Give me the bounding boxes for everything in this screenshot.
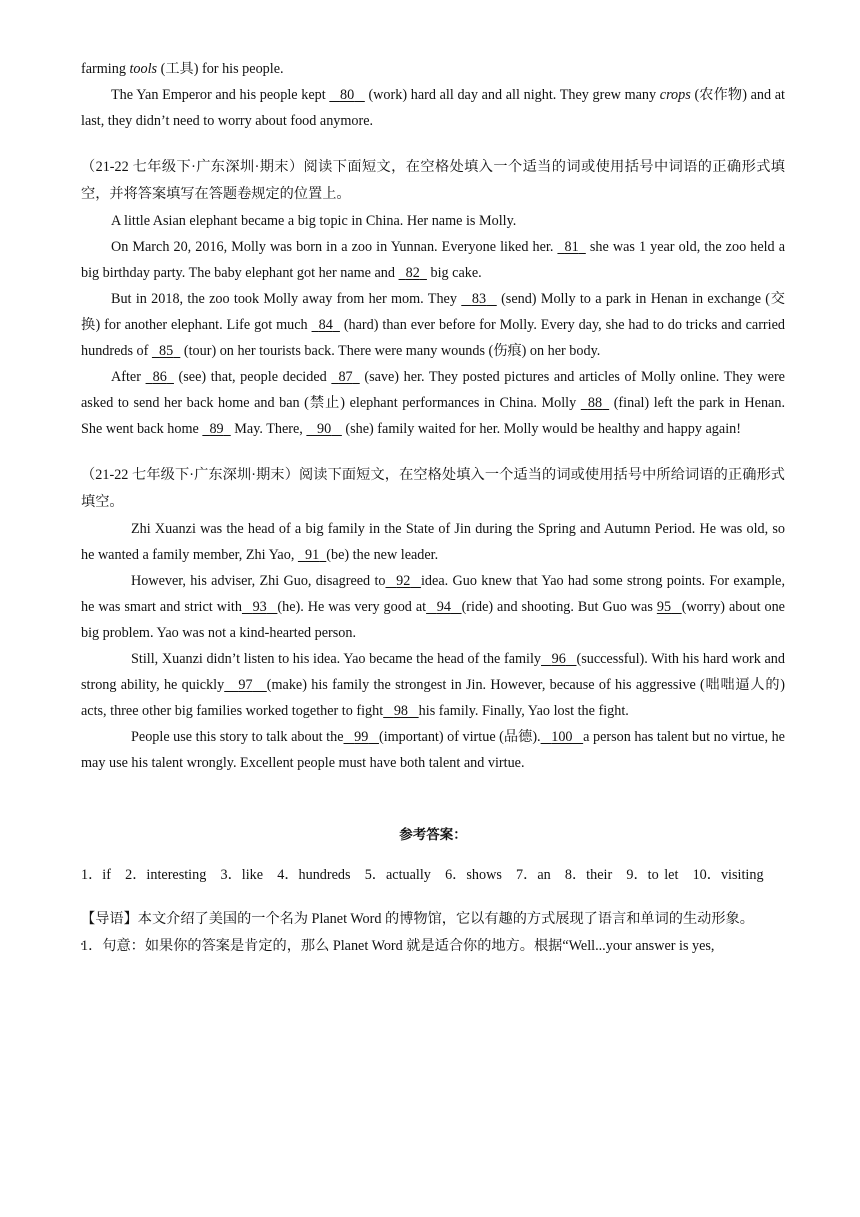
blank-97: 97: [238, 677, 253, 693]
blank-84: 84: [318, 317, 333, 333]
answers-title: 参考答案：: [399, 827, 467, 843]
blank-86: 86: [152, 369, 167, 385]
passage-b-p3: But in 2018, the zoo took Molly away from her mom. They 83 (send) Molly to a park in Henan in exchange (交换) for another elephant. Life got much 84 (hard) than ever before for Molly. Every day, she had to do tricks and carried hundreds of 85 (tour) on her tourists back. There were many wounds (伤痕) on her body.: [81, 286, 785, 364]
passage-b-header: （21-22 七年级下·广东深圳·期末）阅读下面短文，在空格处填入一个适当的词或使用括号中词语的正确形式填空，并将答案填写在答题卷规定的位置上。: [81, 159, 785, 202]
text: (工具) for his people.: [157, 61, 284, 77]
document-page: [81, 56, 785, 959]
blank-90: 90: [317, 421, 332, 437]
blank-100: 100: [551, 729, 573, 745]
blank-96: 96: [551, 651, 566, 667]
blank-93: 93: [252, 599, 267, 615]
italic-word: crops: [659, 87, 691, 103]
blank-85: 85: [159, 343, 174, 359]
blank-83: 83: [471, 291, 487, 307]
text: The Yan Emperor and his people kept: [111, 87, 330, 103]
text: (work) hard all day and all night. They grew many: [364, 87, 660, 103]
answers-line: 1．if 2．interesting 3．like 4．hundreds 5．actually 6．shows 7．an 8．their 9．to let 10．visiting: [81, 867, 764, 883]
blank-94: 94: [436, 599, 451, 615]
guide-item-1: 1．句意：如果你的答案是肯定的，那么 Planet Word 就是适合你的地方。根据“Well...your answer is yes,: [81, 938, 715, 954]
blank-89: 89: [209, 421, 224, 437]
guide-text: 【导语】本文介绍了美国的一个名为 Planet Word 的博物馆，它以有趣的方式展现了语言和单词的生动形象。: [81, 911, 754, 927]
passage-c-header: （21-22 七年级下·广东深圳·期末）阅读下面短文，在空格处填入一个适当的词或使用括号中所给词语的正确形式填空。: [81, 467, 785, 510]
passage-b-p4: After 86 (see) that, people decided 87 (save) her. They posted pictures and articles of Molly online. They were asked to send her back home and ban (禁止) elephant performances in China. Molly 88 (final) left the park in Henan. She went back home 89 May. There, 90 (she) family waited for her. Molly would be healthy and happy again!: [81, 364, 785, 442]
passage-b-p2: On March 20, 2016, Molly was born in a zoo in Yunnan. Everyone liked her. 81 she was 1 year old, the zoo held a big birthday party. The baby elephant got her name and 82 big cake.: [81, 234, 785, 286]
passage-c-p3: Still, Xuanzi didn’t listen to his idea. Yao became the head of the family 96 (successful). With his hard work and strong ability, he quickly 97 (make) his family the strongest in Jin. However, because of his aggressive (咄咄逼人的) acts, three other big families worked together to fight 98 his family. Finally, Yao lost the fight.: [81, 646, 785, 724]
passage-b-p1: A little Asian elephant became a big topic in China. Her name is Molly.: [111, 213, 517, 229]
blank-95: 95: [656, 599, 672, 615]
italic-word: tools: [129, 61, 158, 77]
passage-a-line: [81, 56, 785, 82]
blank-81: 81: [564, 239, 579, 255]
text: farming: [81, 61, 130, 77]
passage-c-p4: People use this story to talk about the 99 (important) of virtue (品德). 100 a person has talent but no virtue, he may use his talent wrongly. Excellent people must have both talent and virtue.: [81, 724, 785, 776]
blank-91: 91: [305, 547, 320, 563]
blank-99: 99: [354, 729, 369, 745]
blank-88: 88: [587, 395, 603, 411]
blank-80: 80: [339, 87, 355, 103]
passage-c-p2: However, his adviser, Zhi Guo, disagreed to 92 idea. Guo knew that Yao had some strong points. For example, he was smart and strict with 93 (he). He was very good at 94 (ride) and shooting. But Guo was 95 (worry) about one big problem. Yao was not a kind-hearted person.: [81, 568, 785, 646]
text: (农作物) and at last, they didn’t need to worry about food anymore.: [81, 87, 785, 129]
blank-98: 98: [393, 703, 409, 719]
blank-87: 87: [338, 369, 353, 385]
blank-92: 92: [396, 573, 411, 589]
passage-a-paragraph: [81, 82, 785, 134]
passage-c-p1: Zhi Xuanzi was the head of a big family in the State of Jin during the Spring and Autumn Period. He was old, so he wanted a family member, Zhi Yao, 91 (be) the new leader.: [81, 516, 785, 568]
blank-82: 82: [405, 265, 420, 281]
